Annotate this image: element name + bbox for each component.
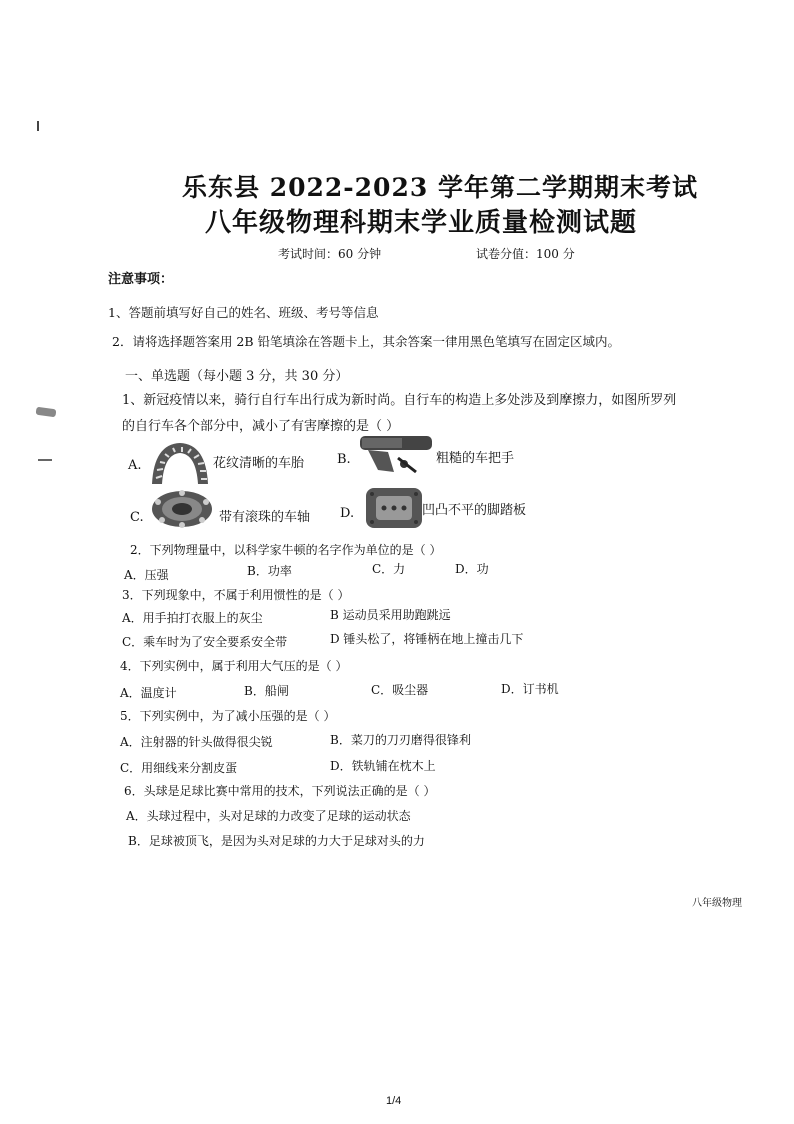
option-text: 粗糙的车把手 bbox=[436, 451, 515, 466]
section-heading: 一、单选题（每小题 3 分，共 30 分） bbox=[125, 369, 349, 384]
option: D．铁轨铺在枕木上 bbox=[330, 759, 436, 773]
pedal-image bbox=[364, 484, 424, 532]
option: B．菜刀的刀刃磨得很锋利 bbox=[330, 733, 471, 747]
option: B．船闸 bbox=[244, 684, 289, 698]
total-score: 试卷分值：100 分 bbox=[476, 247, 575, 261]
notice-item-1: 1、答题前填写好自己的姓名、班级、考号等信息 bbox=[108, 305, 379, 320]
question-3: 3．下列现象中，不属于利用惯性的是（ ） bbox=[122, 588, 350, 602]
option-text: 凹凸不平的脚踏板 bbox=[422, 503, 527, 518]
option: A．注射器的针头做得很尖锐 bbox=[120, 735, 273, 749]
ball-bearing-image bbox=[148, 488, 216, 530]
option-text: 带有滚珠的车轴 bbox=[219, 510, 311, 525]
scan-mark bbox=[36, 407, 57, 418]
question-2: 2．下列物理量中，以科学家牛顿的名字作为单位的是（ ） bbox=[130, 543, 442, 557]
exam-time: 考试时间：60 分钟 bbox=[278, 247, 382, 261]
notice-heading: 注意事项： bbox=[108, 272, 174, 287]
scan-mark bbox=[38, 459, 52, 461]
question-1-line2: 的自行车各个部分中，减小了有害摩擦的是（ ） bbox=[122, 419, 400, 434]
option: B 运动员采用助跑跳远 bbox=[330, 608, 451, 622]
option-letter: C. bbox=[130, 510, 144, 525]
option: A．压强 bbox=[124, 568, 169, 582]
option: A．温度计 bbox=[120, 686, 177, 700]
option: D 锤头松了，将锤柄在地上撞击几下 bbox=[330, 632, 524, 646]
handlebar-image bbox=[358, 430, 434, 476]
tire-image bbox=[148, 440, 212, 486]
option: D．订书机 bbox=[501, 682, 559, 696]
option-letter: B. bbox=[337, 452, 351, 467]
option-letter: A. bbox=[128, 458, 142, 473]
option: D．功 bbox=[455, 562, 489, 576]
option-text: 花纹清晰的车胎 bbox=[213, 456, 305, 471]
option: B．足球被顶飞，是因为头对足球的力大于足球对头的力 bbox=[128, 834, 425, 848]
option: A．头球过程中，头对足球的力改变了足球的运动状态 bbox=[126, 809, 411, 823]
question-1-line1: 1、新冠疫情以来，骑行自行车出行成为新时尚。自行车的构造上多处涉及到摩擦力，如图所罗列 bbox=[122, 393, 677, 408]
option-letter: D. bbox=[340, 506, 355, 521]
notice-item-2: 2．请将选择题答案用 2B 铅笔填涂在答题卡上，其余答案一律用黑色笔填写在固定区域内。 bbox=[112, 334, 621, 349]
option: C．用细线来分割皮蛋 bbox=[120, 761, 238, 775]
exam-title-line1: 乐东县 2022-2023 学年第二学期期末考试 bbox=[182, 173, 698, 202]
footer-subject: 八年级物理 bbox=[692, 898, 742, 909]
option: C．力 bbox=[372, 562, 406, 576]
page-number: 1/4 bbox=[386, 1095, 402, 1107]
exam-title-line2: 八年级物理科期末学业质量检测试题 bbox=[205, 208, 638, 238]
question-6: 6．头球是足球比赛中常用的技术，下列说法正确的是（ ） bbox=[124, 784, 436, 798]
question-4: 4．下列实例中，属于利用大气压的是（ ） bbox=[120, 659, 348, 673]
question-5: 5．下列实例中，为了减小压强的是（ ） bbox=[120, 709, 336, 723]
scan-mark bbox=[37, 121, 39, 131]
option: C．吸尘器 bbox=[371, 683, 429, 697]
option: C．乘车时为了安全要系安全带 bbox=[122, 635, 288, 649]
option: B．功率 bbox=[247, 564, 292, 578]
option: A．用手拍打衣服上的灰尘 bbox=[122, 611, 263, 625]
